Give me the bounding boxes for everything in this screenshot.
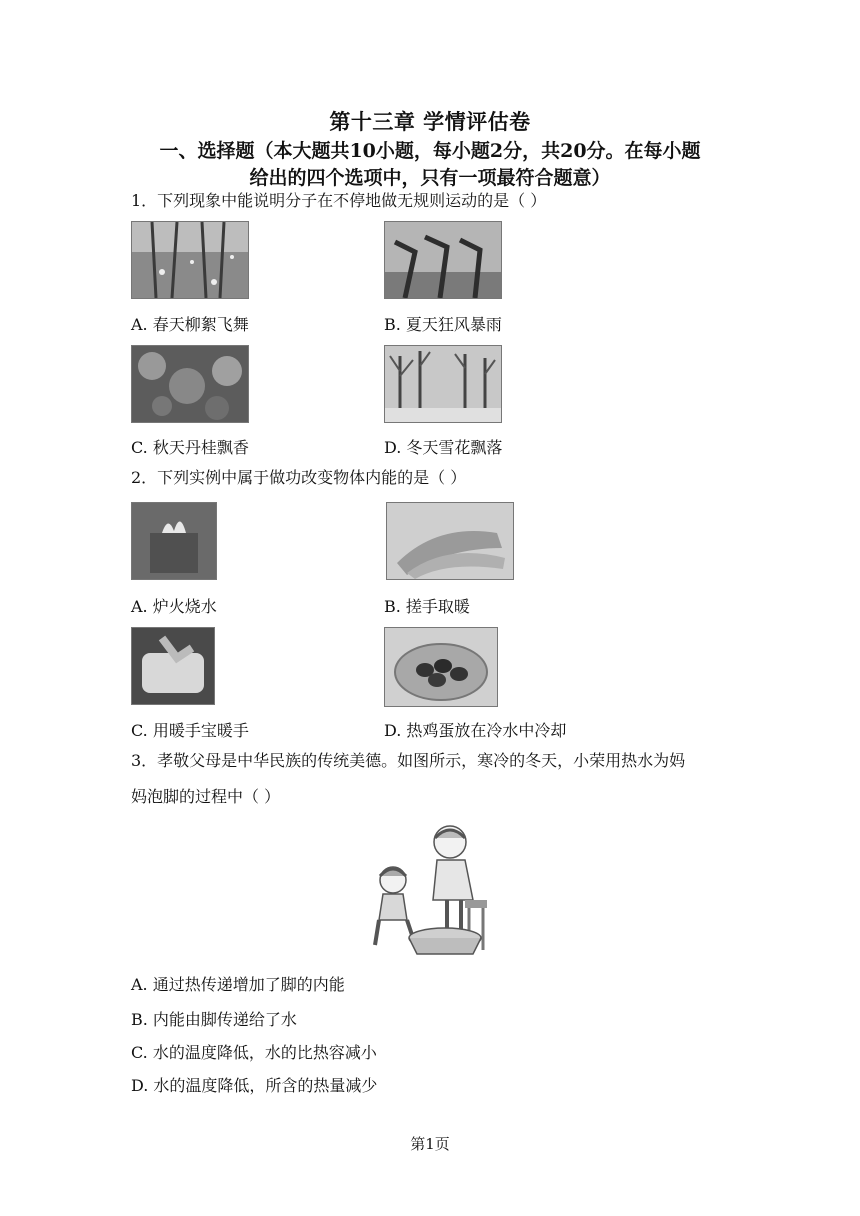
q1-option-a[interactable]: A. 春天柳絮飞舞 (131, 315, 249, 334)
question-1-stem: 1．下列现象中能说明分子在不停地做无规则运动的是（ ） (131, 191, 547, 210)
foot-washing-illustration (365, 820, 495, 958)
rubbing-hands-image (386, 502, 514, 580)
q1-option-b[interactable]: B. 夏天狂风暴雨 (384, 315, 502, 334)
page-title: 第十三章 学情评估卷 (329, 109, 531, 134)
q2-option-c[interactable]: C. 用暖手宝暖手 (131, 721, 249, 740)
section-heading-line1: 一、选择题（本大题共10小题，每小题2分，共20分。在每小题 (159, 140, 701, 162)
q3-option-c[interactable]: C. 水的温度降低，水的比热容减小 (131, 1043, 377, 1062)
question-3-stem-line2: 妈泡脚的过程中（ ） (131, 787, 281, 806)
snow-trees-image (384, 345, 502, 423)
q2-option-d[interactable]: D. 热鸡蛋放在冷水中冷却 (384, 721, 567, 740)
page-number: 第1页 (410, 1135, 450, 1153)
q3-option-d[interactable]: D. 水的温度降低，所含的热量减少 (131, 1076, 378, 1095)
stove-fire-image (131, 502, 217, 580)
q3-option-a[interactable]: A. 通过热传递增加了脚的内能 (131, 975, 345, 994)
storm-image (384, 221, 502, 299)
willow-catkins-image (131, 221, 249, 299)
eggs-in-bowl-image (384, 627, 498, 707)
osmanthus-image (131, 345, 249, 423)
q2-option-a[interactable]: A. 炉火烧水 (131, 597, 217, 616)
hand-warmer-image (131, 627, 215, 705)
question-3-stem-line1: 3．孝敬父母是中华民族的传统美德。如图所示，寒冷的冬天，小荣用热水为妈 (131, 751, 686, 770)
q3-option-b[interactable]: B. 内能由脚传递给了水 (131, 1010, 297, 1029)
q1-option-c[interactable]: C. 秋天丹桂飘香 (131, 438, 249, 457)
q2-option-b[interactable]: B. 搓手取暖 (384, 597, 470, 616)
section-heading-line2: 给出的四个选项中，只有一项最符合题意） (249, 167, 611, 189)
question-2-stem: 2．下列实例中属于做功改变物体内能的是（ ） (131, 468, 467, 487)
q1-option-d[interactable]: D. 冬天雪花飘落 (384, 438, 503, 457)
